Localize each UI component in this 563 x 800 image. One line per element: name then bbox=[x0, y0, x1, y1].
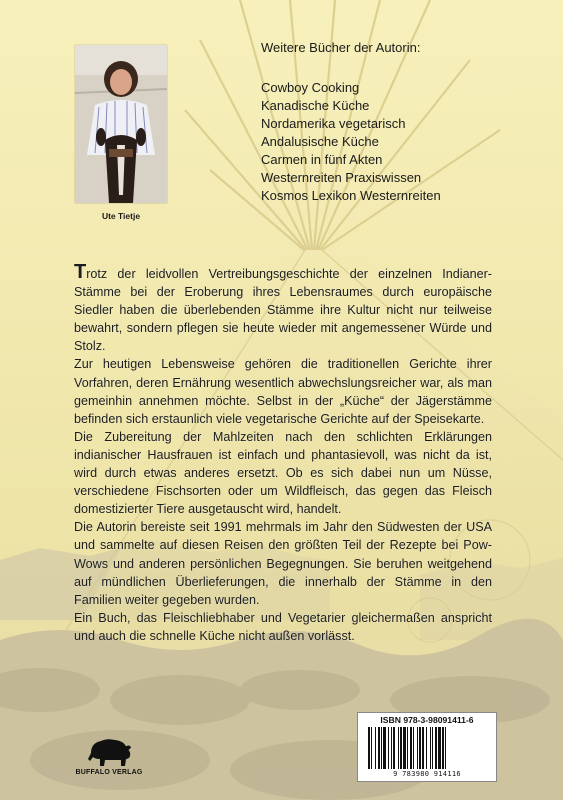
barcode-bar bbox=[432, 727, 433, 769]
book-title-item: Kanadische Küche bbox=[261, 98, 370, 113]
barcode-image bbox=[366, 727, 488, 769]
book-title-item: Cowboy Cooking bbox=[261, 80, 360, 95]
blurb-paragraph-3: Die Zubereitung der Mahlzeiten nach den schlichten Erklärungen indianischer Hausfrauen ist einfach und phantasievoll, was nicht da ist, wird durch etwas anderes ersetzt. Ob es sich dabei nun um Nüsse, verschiedene Fischsorten oder um Wildfleisch, das gegen das Fleisch domestizierter Tiere ausgetauscht wird, handelt. bbox=[74, 429, 492, 517]
barcode-bar bbox=[430, 727, 431, 769]
barcode-bar bbox=[368, 727, 370, 769]
buffalo-logo-icon bbox=[85, 735, 133, 769]
blurb-paragraph-1-text: rotz der leidvollen Vertreibungsgeschichte der einzelnen Indianer-Stämme bei der Eroberung ihres Lebensraumes durch europäische Siedler haben die überlebenden Stämme ihre Kultur nicht nur teilweise bewahrt, sondern pflegen sie heute wieder mit angemessener Würde und Stolz. bbox=[74, 267, 492, 354]
barcode-bar bbox=[435, 727, 437, 769]
blurb-paragraph-5: Ein Buch, das Fleischliebhaber und Vegetarier gleichermaßen anspricht und auch die schnelle Küche nicht außen vorlässt. bbox=[74, 610, 492, 643]
blurb-text bbox=[74, 261, 492, 645]
barcode-bar bbox=[438, 727, 441, 769]
barcode-bar bbox=[407, 727, 408, 769]
books-list-title: Weitere Bücher der Autorin: bbox=[261, 40, 421, 55]
drop-cap: T bbox=[74, 261, 87, 283]
blurb-paragraph-2: Zur heutigen Lebensweise gehören die traditionellen Gerichte ihrer Vorfahren, deren Ernährung wesentlich abwechslungsreicher war, als man gemeinhin annehmen möchte. Selbst in der „Küche“ der Jägerstämme befinden sich erstaunlich viele vegetarische Gerichte auf der Speisekarte. bbox=[74, 357, 492, 426]
barcode-bar bbox=[375, 727, 376, 769]
blurb-paragraph-1 bbox=[74, 261, 492, 355]
author-name: Ute Tietje bbox=[101, 211, 141, 221]
publisher-name: BUFFALO VERLAG bbox=[75, 769, 143, 776]
books-list bbox=[261, 79, 441, 205]
barcode-bar bbox=[388, 727, 389, 769]
author-portrait-image bbox=[75, 45, 167, 203]
barcode-bar bbox=[400, 727, 402, 769]
barcode-bar bbox=[398, 727, 399, 769]
barcode-bar bbox=[378, 727, 380, 769]
barcode-bar bbox=[419, 727, 421, 769]
barcode-bar bbox=[391, 727, 392, 769]
book-title-item: Andalusische Küche bbox=[261, 134, 379, 149]
author-photo bbox=[75, 45, 167, 203]
barcode-bar bbox=[426, 727, 427, 769]
barcode-bar bbox=[413, 727, 414, 769]
barcode-bar bbox=[422, 727, 424, 769]
book-title-item: Carmen in fünf Akten bbox=[261, 152, 383, 167]
barcode-bar bbox=[381, 727, 382, 769]
book-title-item: Westernreiten Praxiswissen bbox=[261, 170, 422, 185]
barcode-bar bbox=[371, 727, 372, 769]
isbn-barcode-box bbox=[357, 712, 497, 782]
barcode-bar bbox=[383, 727, 386, 769]
barcode-digits: 9 783980 914116 bbox=[393, 770, 461, 778]
barcode-bar bbox=[410, 727, 412, 769]
book-title-item: Kosmos Lexikon Westernreiten bbox=[261, 188, 441, 203]
barcode-bar bbox=[393, 727, 395, 769]
barcode-bar bbox=[417, 727, 418, 769]
isbn-label: ISBN 978-3-98091411-6 bbox=[380, 715, 474, 725]
blurb-paragraph-4: Die Autorin bereiste seit 1991 mehrmals im Jahr den Südwesten der USA und sammelte auf diesen Reisen den größten Teil der Rezepte bei Pow-Wows und anderen persönlichen Begegnungen. Sie beruhen weitgehend auf mündlichen Überlieferungen, die innerhalb der Stämme in den Familien weiter gegeben wurden. bbox=[74, 520, 492, 607]
barcode-bar bbox=[403, 727, 406, 769]
book-title-item: Nordamerika vegetarisch bbox=[261, 116, 406, 131]
barcode-bar bbox=[445, 727, 446, 769]
barcode-bar bbox=[442, 727, 444, 769]
